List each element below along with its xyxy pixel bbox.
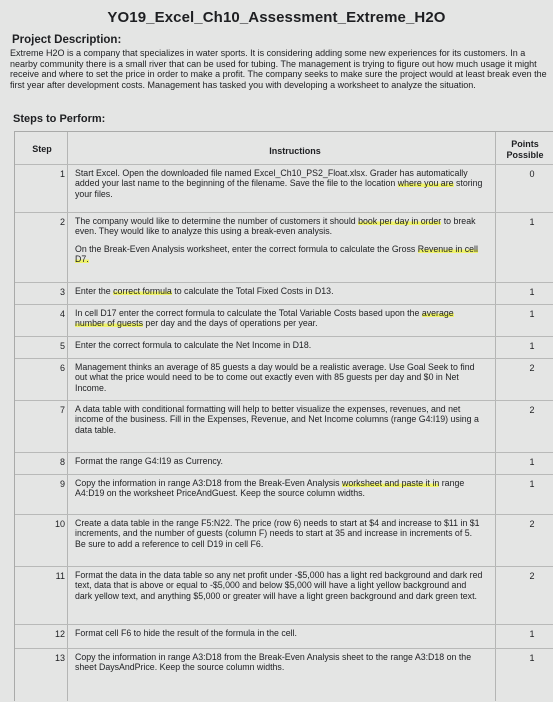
step-instructions	[75, 475, 485, 506]
points-value: 2	[529, 519, 535, 529]
step-number: 3	[59, 287, 65, 297]
points-value: 2	[529, 571, 535, 581]
points-value: 1	[529, 341, 535, 351]
table-row	[15, 452, 553, 475]
instruction-paragraph: Copy the information in range A3:D18 from the Break-Even Analysis sheet to the range A3:D18 on the sheet DaysAndPrice. Keep the source column widths.	[75, 652, 472, 673]
points-value: 1	[529, 217, 535, 227]
step-instructions	[75, 165, 485, 206]
step-number: 11	[55, 571, 65, 581]
step-instructions	[75, 649, 485, 680]
table-row	[15, 164, 553, 213]
points-value: 1	[529, 457, 535, 467]
table-header	[15, 132, 553, 162]
step-instructions	[75, 515, 485, 556]
instruction-paragraph: Enter the correct formula to calculate the Total Fixed Costs in D13.	[75, 286, 334, 296]
step-number: 8	[59, 457, 65, 467]
step-instructions	[75, 401, 485, 442]
document-title: YO19_Excel_Ch10_Assessment_Extreme_H2O	[107, 9, 446, 26]
step-instructions	[75, 305, 485, 336]
points-value: 1	[529, 309, 535, 319]
instruction-paragraph: On the Break-Even Analysis worksheet, enter the correct formula to calculate the Gross Revenue in cell D7.	[75, 243, 478, 264]
points-header: Points Possible	[506, 139, 544, 160]
step-number: 13	[54, 653, 65, 663]
points-value: 0	[529, 169, 535, 179]
instruction-paragraph: A data table with conditional formatting will help to better visualize the expenses, revenues, and net income of the business. Fill in the Expenses, Revenue, and Net Income columns (range G4:I19) using a data table.	[75, 404, 479, 435]
instruction-paragraph: The company would like to determine the number of customers it should book per day in order to break even. They would like to analyze this using a break-even analysis.	[75, 216, 476, 237]
step-number: 6	[59, 363, 65, 373]
project-heading: Project Description:	[12, 34, 122, 46]
project-description: Extreme H2O is a company that specializes in water sports. It is considering adding some new experiences for its customers. In a nearby community there is a small river that can be used for tubing. The management is trying to figure out how much usage it might receive and where to set the price in order to make a profit. The company seeks to make sure the project would at least break even the first year after development costs. Management has tasked you with developing a worksheet to analyze the situation.	[10, 48, 547, 90]
step-instructions	[75, 453, 485, 473]
points-value: 1	[529, 287, 535, 297]
instruction-paragraph: Format cell F6 to hide the result of the formula in the cell.	[75, 628, 297, 638]
table-row	[15, 336, 553, 359]
table-row	[15, 282, 553, 305]
points-value: 1	[529, 653, 535, 663]
step-number: 5	[59, 341, 65, 351]
instruction-paragraph: Format the data in the data table so any net profit under -$5,000 has a light red background and dark red text, data that is above or equal to -$5,000 and below $5,000 will have a light yellow background and dark yellow text, and anything $5,000 or greater will have a light green background and dark green text.	[75, 570, 483, 601]
instruction-paragraph: Enter the correct formula to calculate the Net Income in D18.	[75, 340, 312, 350]
instruction-paragraph: Start Excel. Open the downloaded file named Excel_Ch10_PS2_Float.xlsx. Grader has automatically added your last name to the beginning of the filename. Save the file to the location where you are storing your files.	[75, 168, 483, 199]
table-row	[15, 212, 553, 283]
instruction-paragraph: Create a data table in the range F5:N22. The price (row 6) needs to start at $4 and increase to $11 in $1 increments, and the number of guests (column F) needs to start at 35 and increase in increments of 5. Be sure to add a reference to cell D19 in cell F6.	[75, 518, 480, 549]
step-instructions	[75, 283, 485, 303]
step-number: 12	[54, 629, 65, 639]
step-number: 4	[59, 309, 65, 319]
step-instructions	[75, 567, 485, 608]
step-instructions	[75, 625, 485, 645]
instruction-paragraph: Format the range G4:I19 as Currency.	[75, 456, 223, 466]
table-row	[15, 624, 553, 649]
points-value: 1	[529, 629, 535, 639]
step-number: 1	[59, 169, 65, 179]
table-row	[15, 400, 553, 453]
step-instructions	[75, 359, 485, 400]
table-row	[15, 566, 553, 625]
step-instructions	[75, 337, 485, 357]
step-header: Step	[32, 144, 52, 154]
table-row	[15, 514, 553, 567]
step-number: 2	[59, 217, 65, 227]
step-number: 7	[59, 405, 65, 415]
instruction-paragraph: In cell D17 enter the correct formula to calculate the Total Variable Costs based upon the average number of guests per day and the days of operations per year.	[75, 308, 454, 329]
instruction-paragraph: Copy the information in range A3:D18 from the Break-Even Analysis worksheet and paste it in range A4:D19 on the worksheet PriceAndGuest. Keep the source column widths.	[75, 478, 465, 499]
table-row	[15, 304, 553, 337]
instructions-header: Instructions	[269, 146, 321, 156]
step-instructions	[75, 213, 485, 271]
points-value: 2	[529, 363, 535, 373]
table-row	[15, 648, 553, 702]
table-row	[15, 358, 553, 401]
step-number: 10	[54, 519, 65, 529]
points-value: 1	[529, 479, 535, 489]
step-number: 9	[59, 479, 65, 489]
steps-heading: Steps to Perform:	[13, 113, 106, 125]
steps-table	[14, 131, 553, 701]
instruction-paragraph: Management thinks an average of 85 guests a day would be a realistic average. Use Goal Seek to find out what the price would need to be to come out exactly even with 85 guests per day and $0 in Net Income.	[75, 362, 475, 393]
points-value: 2	[529, 405, 535, 415]
table-row	[15, 474, 553, 515]
